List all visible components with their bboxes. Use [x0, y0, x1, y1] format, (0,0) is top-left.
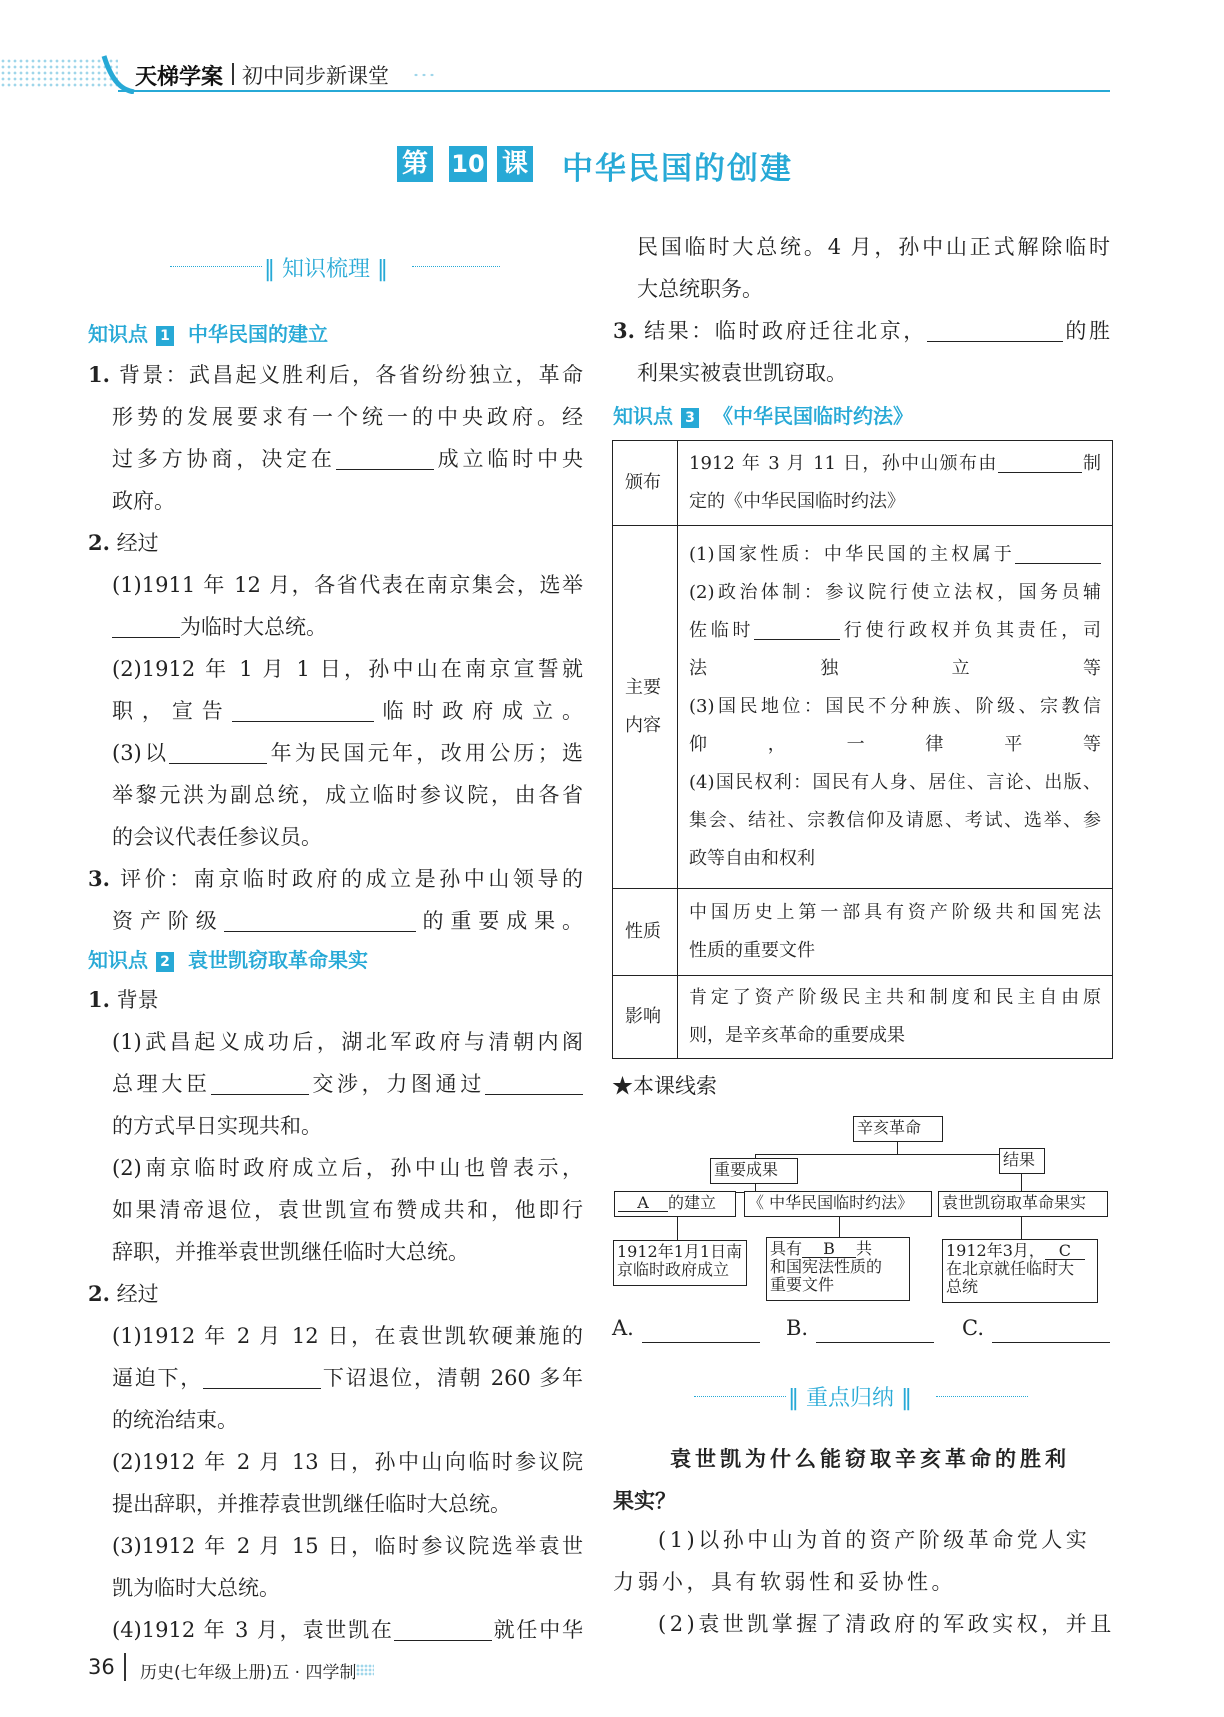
text-segment: 利果实被袁世凯窃取。	[637, 361, 847, 385]
kp-number-badge: 2	[156, 952, 174, 972]
fill-in-blank[interactable]	[169, 741, 267, 764]
text-line	[112, 822, 583, 852]
text-line	[112, 1153, 583, 1183]
text-segment: 过多方协商，决定在	[112, 447, 336, 471]
header-subtitle: 初中同步新课堂	[242, 64, 389, 88]
flow-text: 京临时政府成立	[617, 1260, 730, 1279]
item-number: 1.	[88, 362, 110, 387]
text-segment: 如果清帝退位，袁世凯宣布赞成共和，他即行	[112, 1198, 583, 1222]
section-line-right	[936, 1396, 1028, 1397]
knowledge-point-3-heading: 知识点 3 《中华民国临时约法》	[613, 404, 913, 428]
table-cell-line	[689, 536, 1101, 574]
fill-in-blank[interactable]	[394, 1618, 492, 1641]
text-segment: 仰，一律平等	[689, 733, 1101, 755]
item-number: 2.	[88, 530, 110, 555]
section-line-left	[694, 1396, 786, 1397]
text-line	[112, 612, 583, 642]
summary-question-line-1: 袁世凯为什么能窃取辛亥革命的胜利	[670, 1447, 1070, 1471]
brand-name: 天梯学案	[135, 65, 224, 90]
text-segment: 职，宣告	[112, 699, 232, 723]
text-segment: 经过	[109, 1282, 159, 1306]
text-segment: 大总统职务。	[637, 277, 763, 301]
table-row-header: 影响	[625, 1005, 661, 1027]
lesson-word-2: 课	[497, 146, 533, 182]
flow-leaf-c	[942, 1239, 1098, 1303]
footer-book-title: 历史(七年级上册)五 · 四学制	[140, 1663, 357, 1683]
flow-blank-B: B	[823, 1239, 835, 1258]
summary-point: 力弱小，具有软弱性和妥协性。	[613, 1570, 956, 1594]
flow-blank-A: A	[637, 1193, 649, 1212]
text-line	[112, 906, 583, 936]
text-segment: (3)1912 年 2 月 15 日，临时参议院选举袁世	[112, 1534, 583, 1558]
answer-blank[interactable]	[992, 1342, 1110, 1343]
text-segment: 经过	[109, 531, 159, 555]
text-line	[88, 528, 583, 558]
header-rule	[118, 90, 1110, 92]
flow-branch-label: 结果	[1003, 1150, 1036, 1169]
flow-root-label: 辛亥革命	[857, 1118, 922, 1137]
footer-separator	[124, 1653, 126, 1681]
text-segment: 的方式早日实现共和。	[112, 1114, 322, 1138]
text-segment: 辞职，并推举袁世凯继任临时大总统。	[112, 1240, 469, 1264]
text-segment: 制	[1081, 453, 1101, 474]
text-segment: 年为民国元年，改用公历；选	[267, 741, 584, 765]
flow-text: 和国宪法性质的	[770, 1257, 883, 1276]
text-line	[112, 696, 583, 726]
text-line	[112, 1027, 583, 1057]
section-line-left	[170, 266, 262, 267]
fill-in-blank[interactable]	[485, 1072, 583, 1095]
summary-point: (2)袁世凯掌握了清政府的军政实权，并且	[658, 1612, 1115, 1636]
text-line	[112, 444, 583, 474]
text-line	[637, 232, 1110, 262]
text-segment: 就任中华	[491, 1618, 584, 1642]
fill-in-blank[interactable]	[998, 452, 1082, 473]
text-segment: 凯为临时大总统。	[112, 1576, 280, 1600]
header-dots-small	[412, 72, 436, 78]
table-column-divider	[677, 441, 678, 1058]
flow-box-c	[938, 1191, 1108, 1217]
text-segment: (2)南京临时政府成立后，孙中山也曾表示，	[112, 1156, 583, 1180]
text-line	[637, 274, 1110, 304]
text-line	[613, 316, 1110, 346]
text-segment: 肯定了资产阶级民主共和制度和民主自由原	[689, 986, 1101, 1008]
text-segment: 政府。	[112, 489, 175, 513]
summary-question-line-2: 果实？	[613, 1489, 676, 1513]
table-cell-line	[689, 483, 1101, 521]
answer-blank[interactable]	[816, 1342, 934, 1343]
text-segment: 背景：武昌起义胜利后，各省纷纷独立，革命	[109, 363, 583, 387]
flow-text: 袁世凯窃取革命果实	[942, 1193, 1087, 1212]
text-segment: 下诏退位，清朝 260 多年	[321, 1366, 584, 1390]
answer-label: B.	[786, 1316, 809, 1340]
flow-text: 1912年1月1日南	[617, 1242, 743, 1261]
flow-branch-label: 重要成果	[714, 1160, 779, 1179]
flow-text: 1912年3月，	[946, 1241, 1045, 1260]
table-cell-line	[689, 650, 1101, 688]
text-segment: (2)政治体制：参议院行使立法权，国务员辅	[689, 581, 1101, 603]
fill-in-blank[interactable]	[112, 615, 180, 638]
fill-in-blank[interactable]	[754, 619, 840, 640]
text-line	[112, 486, 583, 516]
text-segment: (1)1911 年 12 月，各省代表在南京集会，选举	[112, 573, 583, 597]
text-line	[88, 1279, 583, 1309]
text-segment: (1)国家性质：中华民国的主权属于	[689, 543, 1015, 565]
flow-text: 重要文件	[770, 1275, 835, 1294]
text-line	[112, 1111, 583, 1141]
answer-label: C.	[962, 1316, 984, 1340]
text-segment: 临时政府成立。	[373, 699, 584, 723]
table-cell-line	[689, 979, 1101, 1017]
flow-connector	[755, 1154, 1020, 1155]
text-segment: (1)1912 年 2 月 12 日，在袁世凯软硬兼施的	[112, 1324, 583, 1348]
answer-label: A.	[612, 1316, 634, 1340]
text-segment: 佐临时	[689, 619, 755, 641]
header-separator	[232, 63, 234, 85]
table-row-header: 内容	[625, 714, 661, 736]
flow-text: 具有	[770, 1239, 803, 1258]
table-cell-line	[689, 932, 1101, 970]
kp-number-badge: 3	[681, 408, 699, 428]
text-segment: 逼迫下，	[112, 1366, 204, 1390]
flow-branch-right-box	[999, 1148, 1045, 1174]
text-segment: 则，是辛亥革命的重要成果	[689, 1024, 905, 1046]
flow-leaf-a	[613, 1240, 747, 1286]
text-segment: (2)1912 年 2 月 13 日，孙中山向临时参议院	[112, 1450, 583, 1474]
text-segment: 1912 年 3 月 11 日，孙中山颁布由	[689, 453, 998, 474]
item-number: 2.	[88, 1281, 110, 1306]
text-line	[112, 780, 583, 810]
text-segment: (3)国民地位：国民不分种族、阶级、宗教信	[689, 695, 1101, 717]
text-line	[112, 1531, 583, 1561]
text-line	[112, 1237, 583, 1267]
section-knowledge-heading: ‖ 知识梳理 ‖	[264, 257, 388, 282]
flow-blank-C: C	[1058, 1241, 1072, 1260]
table-cell-line	[689, 726, 1101, 764]
flow-text: 《 中华民国临时约法》	[748, 1193, 914, 1212]
section-line-right	[412, 266, 500, 267]
text-segment: 的胜	[1062, 319, 1110, 343]
text-line	[637, 358, 1110, 388]
fill-in-blank[interactable]	[927, 319, 1063, 342]
flow-leaf-b	[766, 1237, 910, 1301]
table-row-header: 主要	[625, 676, 661, 698]
flow-text: 共	[856, 1239, 873, 1258]
text-line	[112, 1447, 583, 1477]
fill-in-blank[interactable]	[224, 909, 416, 932]
flow-text: 在北京就任临时大	[946, 1259, 1075, 1278]
text-segment: 性质的重要文件	[689, 939, 815, 961]
text-segment: 中国历史上第一部具有资产阶级共和国宪法	[689, 901, 1101, 923]
flow-text: 总统	[946, 1277, 979, 1296]
answer-blank[interactable]	[642, 1342, 760, 1343]
section-summary-heading: ‖ 重点归纳 ‖	[788, 1386, 912, 1411]
text-segment: 结果：临时政府迁往北京，	[634, 319, 927, 343]
kp-number-badge: 1	[156, 326, 174, 346]
item-number: 3.	[88, 866, 110, 891]
text-segment: 的重要成果。	[415, 909, 584, 933]
text-segment: 评价：南京临时政府的成立是孙中山领导的	[109, 867, 583, 891]
text-line	[112, 738, 583, 768]
text-line	[112, 654, 583, 684]
flow-connector	[897, 1142, 898, 1154]
text-line	[88, 985, 583, 1015]
text-line	[88, 360, 583, 390]
text-line	[112, 570, 583, 600]
text-segment: (4)1912 年 3 月，袁世凯在	[112, 1618, 394, 1642]
text-segment: 背景	[109, 988, 159, 1012]
text-segment: 行使行政权并负其责任，司	[840, 619, 1102, 641]
table-cell-line	[689, 445, 1101, 483]
flow-text: 的建立	[668, 1193, 717, 1212]
lesson-number: 10	[449, 146, 487, 182]
flow-connector	[1021, 1217, 1022, 1240]
table-row-header: 颁布	[625, 472, 661, 493]
text-line	[112, 1363, 583, 1393]
text-segment: 交涉，力图通过	[308, 1072, 486, 1096]
fill-in-blank[interactable]	[232, 699, 374, 722]
knowledge-point-2-heading: 知识点 2 袁世凯窃取革命果实	[88, 948, 368, 972]
fill-in-blank[interactable]	[203, 1366, 321, 1389]
text-segment: 提出辞职，并推荐袁世凯继任临时大总统。	[112, 1492, 511, 1516]
constitution-table	[612, 440, 1113, 1059]
text-segment: 集会、结社、宗教信仰及请愿、考试、选举、参	[689, 809, 1101, 831]
text-segment: 为临时大总统。	[180, 615, 327, 639]
table-cell-line	[689, 840, 1101, 878]
page-number: 36	[88, 1655, 115, 1679]
fill-in-blank[interactable]	[211, 1072, 309, 1095]
text-line	[112, 1405, 583, 1435]
summary-point: (1)以孙中山为首的资产阶级革命党人实	[658, 1528, 1091, 1552]
table-cell-line	[689, 802, 1101, 840]
table-cell-line	[689, 688, 1101, 726]
text-line	[112, 402, 583, 432]
flow-box-b	[744, 1191, 932, 1217]
text-line	[112, 1573, 583, 1603]
text-segment: 的会议代表任参议员。	[112, 825, 322, 849]
knowledge-point-1-heading: 知识点 1 中华民国的建立	[88, 322, 328, 346]
flow-box-a	[614, 1191, 736, 1217]
table-cell-line	[689, 1017, 1101, 1055]
text-line	[88, 864, 583, 894]
text-segment: 的统治结束。	[112, 1408, 238, 1432]
text-segment: (2)1912 年 1 月 1 日，孙中山在南京宣誓就	[112, 657, 583, 681]
table-row-divider	[613, 888, 1112, 889]
text-segment: 政等自由和权利	[689, 847, 815, 869]
table-row-header: 性质	[625, 920, 661, 942]
text-line	[112, 1195, 583, 1225]
text-segment: 形势的发展要求有一个统一的中央政府。经	[112, 405, 583, 429]
table-row-divider	[613, 525, 1112, 526]
text-line	[112, 1615, 583, 1645]
fill-in-blank[interactable]	[1015, 543, 1101, 564]
table-row-divider	[613, 975, 1112, 976]
text-segment: (4)国民权利：国民有人身、居住、言论、出版、	[689, 771, 1101, 793]
text-segment: 成立临时中央	[433, 447, 584, 471]
fill-in-blank[interactable]	[336, 447, 434, 470]
text-segment: (3)以	[112, 741, 170, 765]
flow-root-box	[853, 1116, 943, 1142]
flow-branch-left-box	[710, 1158, 798, 1184]
text-line	[112, 1069, 583, 1099]
item-number: 1.	[88, 987, 110, 1012]
item-number: 3.	[613, 318, 635, 343]
text-segment: 定的《中华民国临时约法》	[689, 491, 905, 512]
text-line	[112, 1321, 583, 1351]
text-line	[112, 1489, 583, 1519]
table-cell-line	[689, 612, 1101, 650]
footer-dots-decoration	[356, 1664, 374, 1676]
text-segment: 法独立等	[689, 657, 1101, 679]
clue-heading: ★本课线索	[612, 1074, 717, 1098]
text-segment: 民国临时大总统。4 月，孙中山正式解除临时	[637, 235, 1110, 259]
text-segment: 总理大臣	[112, 1072, 211, 1096]
text-segment: 资产阶级	[112, 909, 224, 933]
table-cell-line	[689, 894, 1101, 932]
page-title: 中华民国的创建	[562, 151, 793, 187]
lesson-word-1: 第	[397, 146, 433, 182]
brand-swoosh-icon	[100, 52, 136, 94]
flow-connector	[677, 1217, 678, 1240]
text-segment: (1)武昌起义成功后，湖北军政府与清朝内阁	[112, 1030, 583, 1054]
table-cell-line	[689, 574, 1101, 612]
text-segment: 举黎元洪为副总统，成立临时参议院，由各省	[112, 783, 583, 807]
table-cell-line	[689, 764, 1101, 802]
